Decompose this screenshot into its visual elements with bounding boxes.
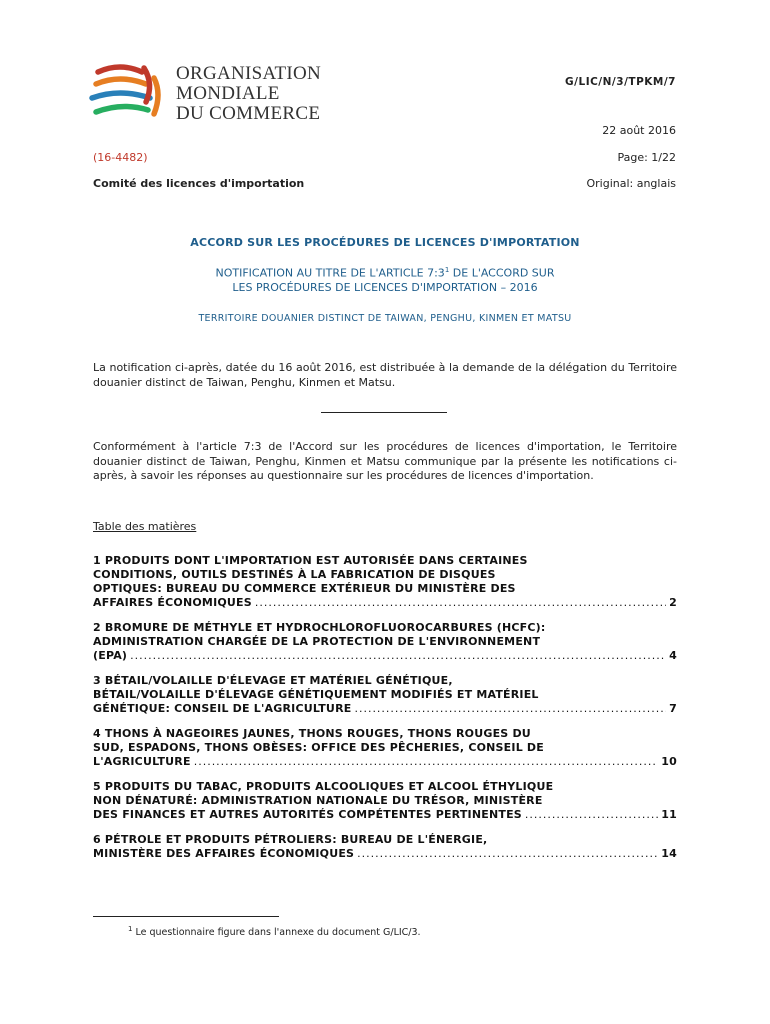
org-name-line1: ORGANISATION — [176, 63, 322, 84]
toc-entry[interactable] — [93, 780, 677, 822]
toc-entry-line: ADMINISTRATION CHARGÉE DE LA PROTECTION DE L'ENVIRONNEMENT — [93, 635, 541, 648]
toc-entry[interactable] — [93, 833, 677, 861]
toc-leader-dots — [255, 596, 666, 610]
body-paragraph: Conformément à l'article 7:3 de l'Accord sur les procédures de licences d'importation, le Territoire douanier distinct de Taiwan, Penghu, Kinmen et Matsu communique par la présente les notifications ci-après, à savoir les réponses au questionnaire sur les procédures de licences d'importation. — [93, 440, 677, 482]
original-language: Original: anglais — [586, 177, 676, 190]
toc-page-number: 4 — [669, 649, 677, 662]
toc-entry-text: (EPA) — [93, 649, 128, 662]
toc-entry-line: 6 PÉTROLE ET PRODUITS PÉTROLIERS: BUREAU DE L'ÉNERGIE, — [93, 833, 488, 846]
toc-page-number: 14 — [661, 847, 677, 860]
page-number: Page: 1/22 — [617, 151, 676, 164]
toc-entry-line: CONDITIONS, OUTILS DESTINÉS À LA FABRICATION DE DISQUES — [93, 568, 496, 581]
document-symbol: G/LIC/N/3/TPKM/7 — [565, 76, 676, 88]
subtitle — [93, 263, 677, 295]
toc-entry-line: BÉTAIL/VOLAILLE D'ÉLEVAGE GÉNÉTIQUEMENT MODIFIÉS ET MATÉRIEL — [93, 688, 539, 701]
subtitle-line2: LES PROCÉDURES DE LICENCES D'IMPORTATION – 2016 — [232, 280, 538, 294]
toc-entry-last-line — [93, 755, 677, 769]
toc-entry-line: 2 BROMURE DE MÉTHYLE ET HYDROCHLOROFLUOROCARBURES (HCFC): — [93, 621, 546, 634]
toc-title: Table des matières — [93, 520, 197, 533]
footnote-mark: 1 — [128, 925, 133, 933]
toc-entry-last-line — [93, 847, 677, 861]
table-of-contents — [93, 554, 677, 872]
toc-entry-line: 5 PRODUITS DU TABAC, PRODUITS ALCOOLIQUES ET ALCOOL ÉTHYLIQUE — [93, 780, 554, 793]
toc-entry-line: 3 BÉTAIL/VOLAILLE D'ÉLEVAGE ET MATÉRIEL GÉNÉTIQUE, — [93, 674, 453, 687]
main-title: ACCORD SUR LES PROCÉDURES DE LICENCES D'IMPORTATION — [190, 236, 580, 249]
subtitle-part1: NOTIFICATION AU TITRE DE L'ARTICLE 7:3 — [215, 266, 445, 280]
org-name — [176, 64, 321, 124]
footnote-ref[interactable]: 1 — [444, 266, 450, 274]
toc-entry[interactable] — [93, 554, 677, 610]
toc-leader-dots — [194, 755, 659, 769]
toc-entry-last-line — [93, 596, 677, 610]
wto-logo-icon — [84, 58, 168, 132]
toc-leader-dots — [525, 808, 658, 822]
separator-line — [321, 412, 447, 413]
toc-page-number: 10 — [661, 755, 677, 768]
toc-entry-line: SUD, ESPADONS, THONS OBÈSES: OFFICE DES PÊCHERIES, CONSEIL DE — [93, 741, 544, 754]
toc-entry[interactable] — [93, 674, 677, 716]
toc-entry-last-line — [93, 702, 677, 716]
org-name-line3: DU COMMERCE — [176, 103, 321, 124]
intro-paragraph: La notification ci-après, datée du 16 août 2016, est distribuée à la demande de la délégation du Territoire douanier distinct de Taiwan, Penghu, Kinmen et Matsu. — [93, 361, 677, 389]
toc-page-number: 7 — [669, 702, 677, 715]
document-date: 22 août 2016 — [602, 124, 676, 137]
toc-entry-line: NON DÉNATURÉ: ADMINISTRATION NATIONALE DU TRÉSOR, MINISTÈRE — [93, 794, 543, 807]
footnote — [128, 925, 421, 938]
toc-entry-text: AFFAIRES ÉCONOMIQUES — [93, 596, 252, 609]
toc-entry-text: L'AGRICULTURE — [93, 755, 191, 768]
toc-entry-text: MINISTÈRE DES AFFAIRES ÉCONOMIQUES — [93, 847, 355, 860]
toc-entry-text: GÉNÉTIQUE: CONSEIL DE L'AGRICULTURE — [93, 702, 352, 715]
toc-entry-line: 4 THONS À NAGEOIRES JAUNES, THONS ROUGES, THONS ROUGES DU — [93, 727, 531, 740]
toc-entry-last-line — [93, 649, 677, 663]
toc-entry[interactable] — [93, 621, 677, 663]
org-name-line2: MONDIALE — [176, 83, 280, 104]
toc-leader-dots — [354, 702, 666, 716]
toc-leader-dots — [130, 649, 666, 663]
footnote-text: Le questionnaire figure dans l'annexe du document G/LIC/3. — [132, 927, 421, 939]
committee-name: Comité des licences d'importation — [93, 177, 305, 190]
subtitle-part2: DE L'ACCORD SUR — [449, 266, 555, 280]
toc-page-number: 11 — [661, 808, 677, 821]
toc-page-number: 2 — [669, 596, 677, 609]
toc-leader-dots — [357, 847, 658, 861]
toc-entry-last-line — [93, 808, 677, 822]
toc-entry-text: DES FINANCES ET AUTRES AUTORITÉS COMPÉTENTES PERTINENTES — [93, 808, 522, 821]
toc-entry[interactable] — [93, 727, 677, 769]
territory-title: TERRITOIRE DOUANIER DISTINCT DE TAIWAN, PENGHU, KINMEN ET MATSU — [198, 313, 572, 324]
footnote-separator — [93, 916, 279, 917]
toc-entry-line: OPTIQUES: BUREAU DU COMMERCE EXTÉRIEUR DU MINISTÈRE DES — [93, 582, 516, 595]
document-ref: (16-4482) — [93, 151, 148, 164]
toc-entry-line: 1 PRODUITS DONT L'IMPORTATION EST AUTORISÉE DANS CERTAINES — [93, 554, 528, 567]
